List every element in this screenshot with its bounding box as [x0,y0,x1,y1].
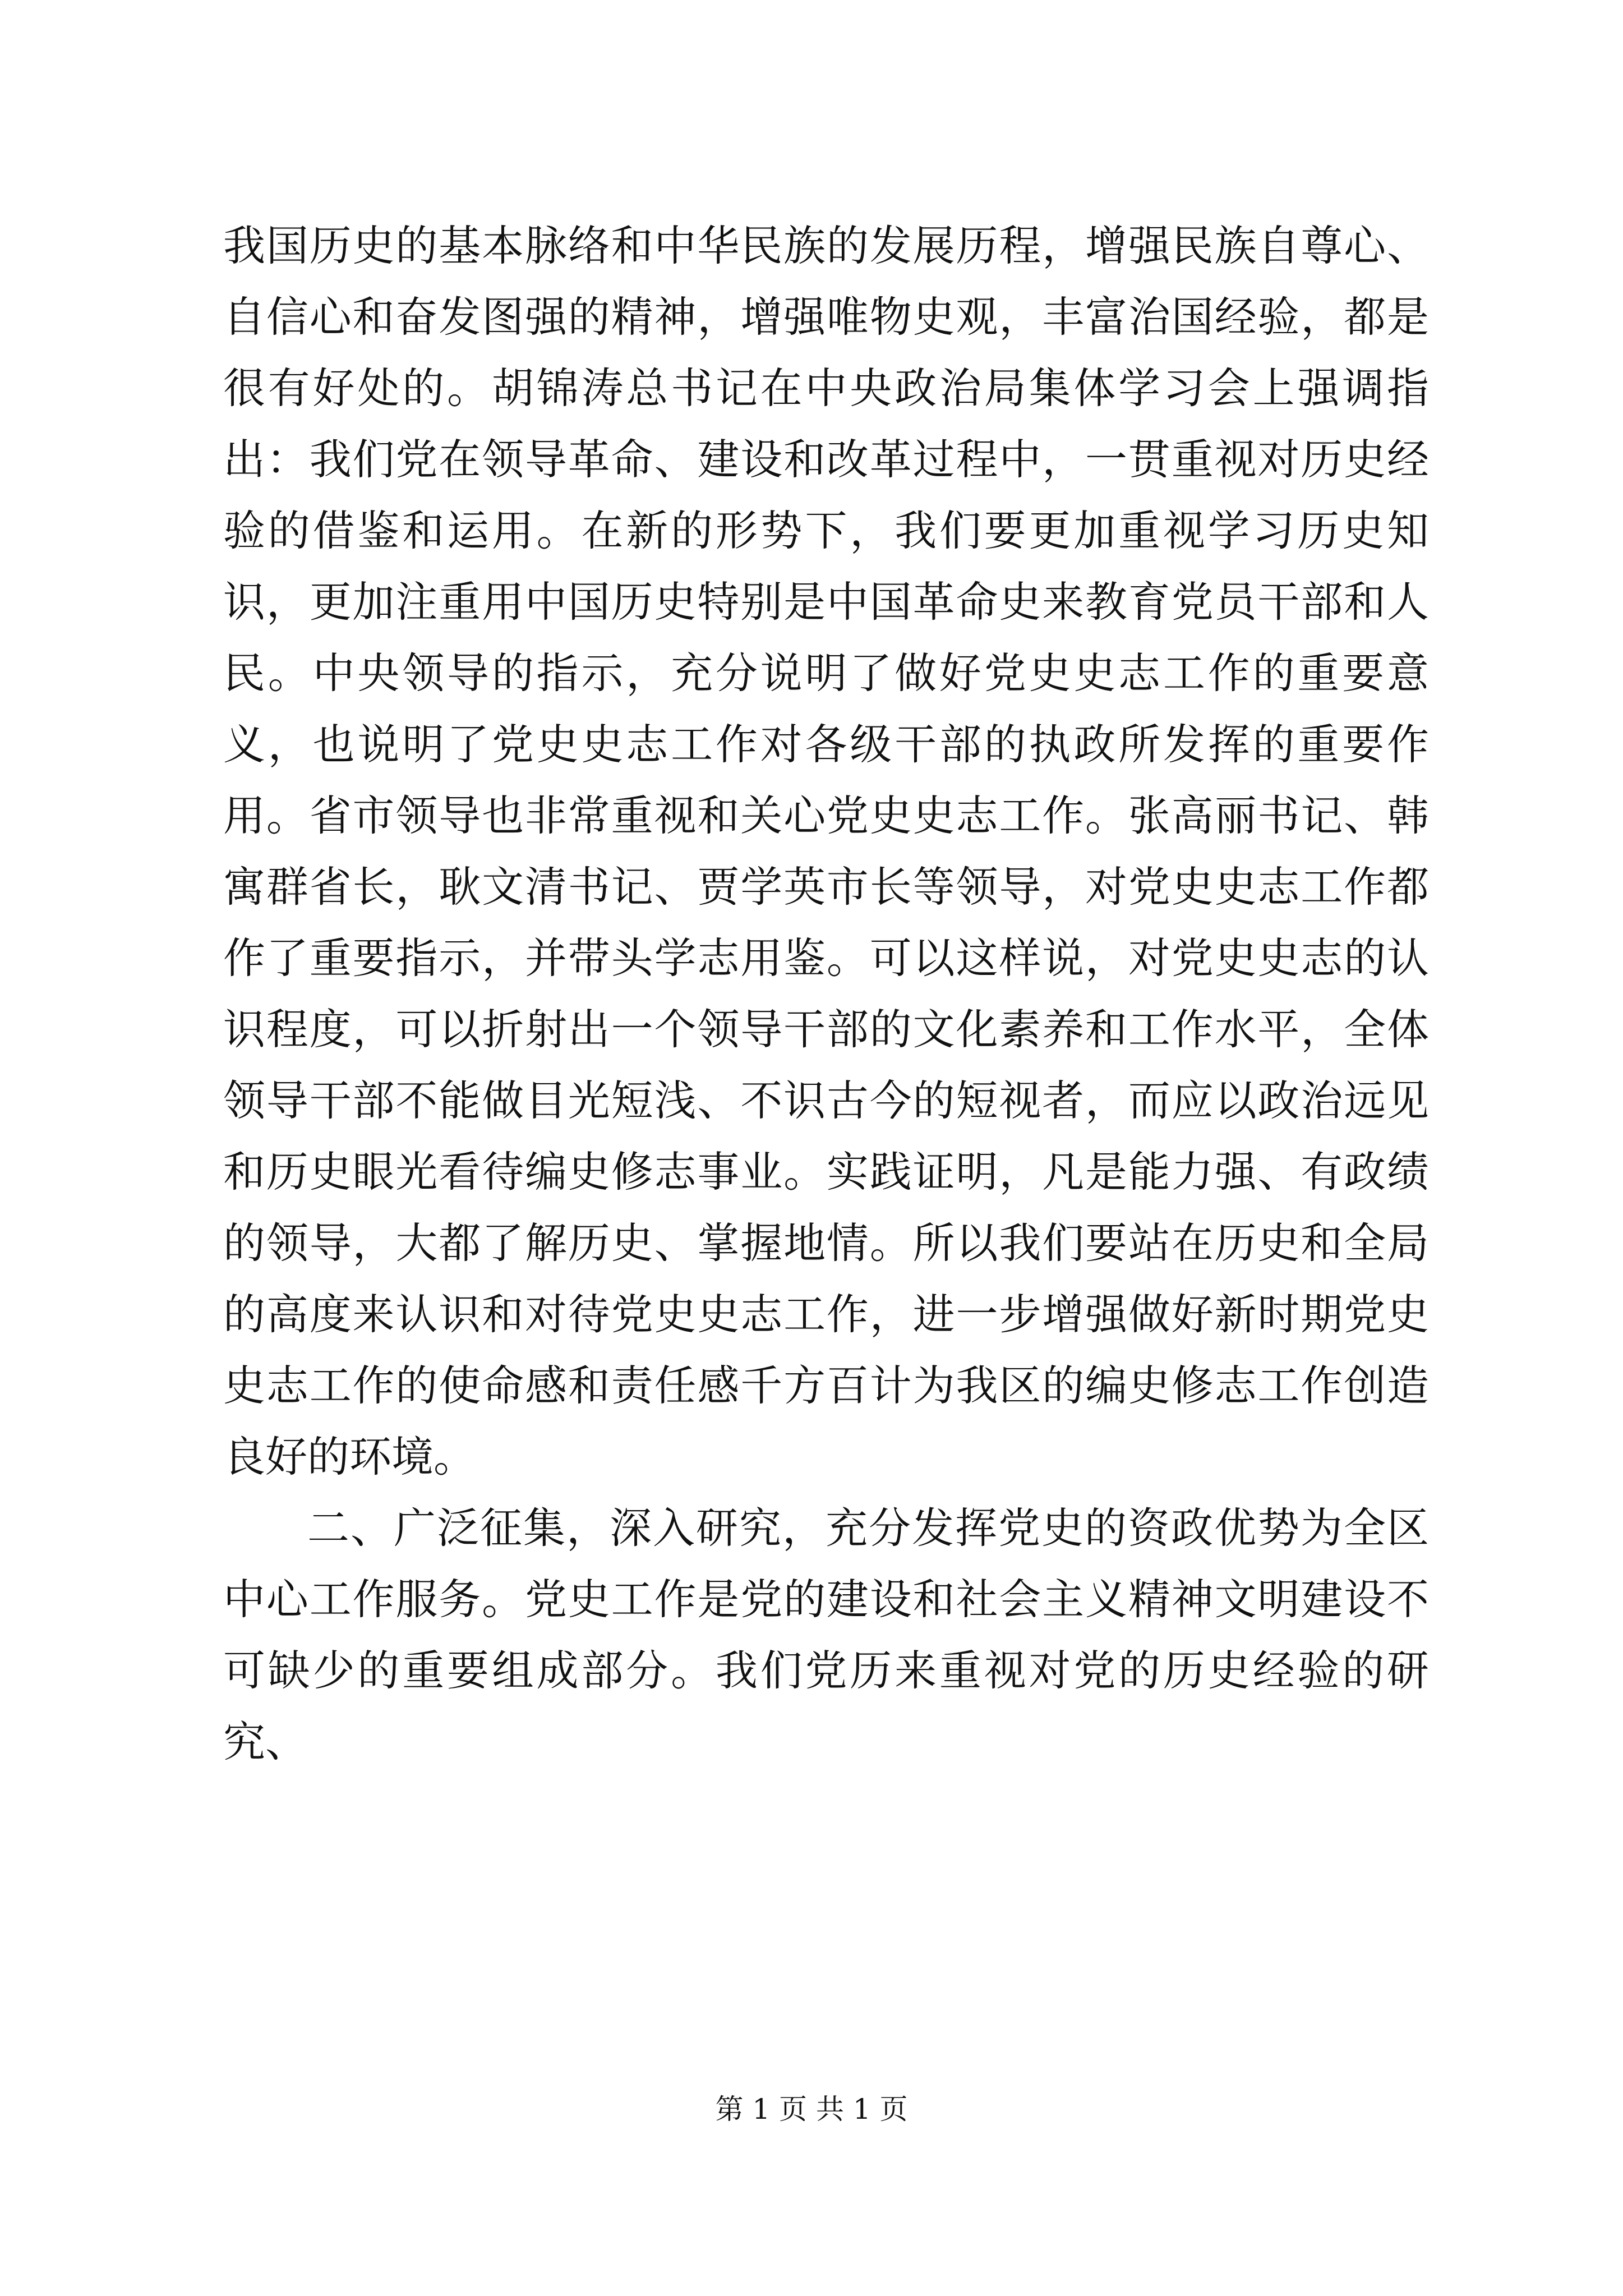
page-footer: 第 1 页 共 1 页 [715,2093,908,2125]
paragraph-2: 二、广泛征集，深入研究，充分发挥党史的资政优势为全区中心工作服务。党史工作是党的建设和社会主义精神文明建设不可缺少的重要组成部分。我们党历来重视对党的历史经验的研究、 [223,1503,1429,1766]
document-body [223,210,1429,1778]
paragraph-1: 我国历史的基本脉络和中华民族的发展历程，增强民族自尊心、自信心和奋发图强的精神，增强唯物史观，丰富治国经验，都是很有好处的。胡锦涛总书记在中央政治局集体学习会上强调指出：我们党在领导革命、建设和改革过程中，一贯重视对历史经验的借鉴和运用。在新的形势下，我们要更加重视学习历史知识，更加注重用中国历史特别是中国革命史来教育党员干部和人民。中央领导的指示，充分说明了做好党史史志工作的重要意义，也说明了党史史志工作对各级干部的执政所发挥的重要作用。省市领导也非常重视和关心党史史志工作。张高丽书记、韩寓群省长，耿文清书记、贾学英市长等领导，对党史史志工作都作了重要指示，并带头学志用鉴。可以这样说，对党史史志的认识程度，可以折射出一个领导干部的文化素养和工作水平，全体领导干部不能做目光短浅、不识古今的短视者，而应以政治远见和历史眼光看待编史修志事业。实践证明，凡是能力强、有政绩的领导，大都了解历史、掌握地情。所以我们要站在历史和全局的高度来认识和对待党史史志工作，进一步增强做好新时期党史史志工作的使命感和责任感千方百计为我区的编史修志工作创造良好的环境。 [223,221,1429,1481]
